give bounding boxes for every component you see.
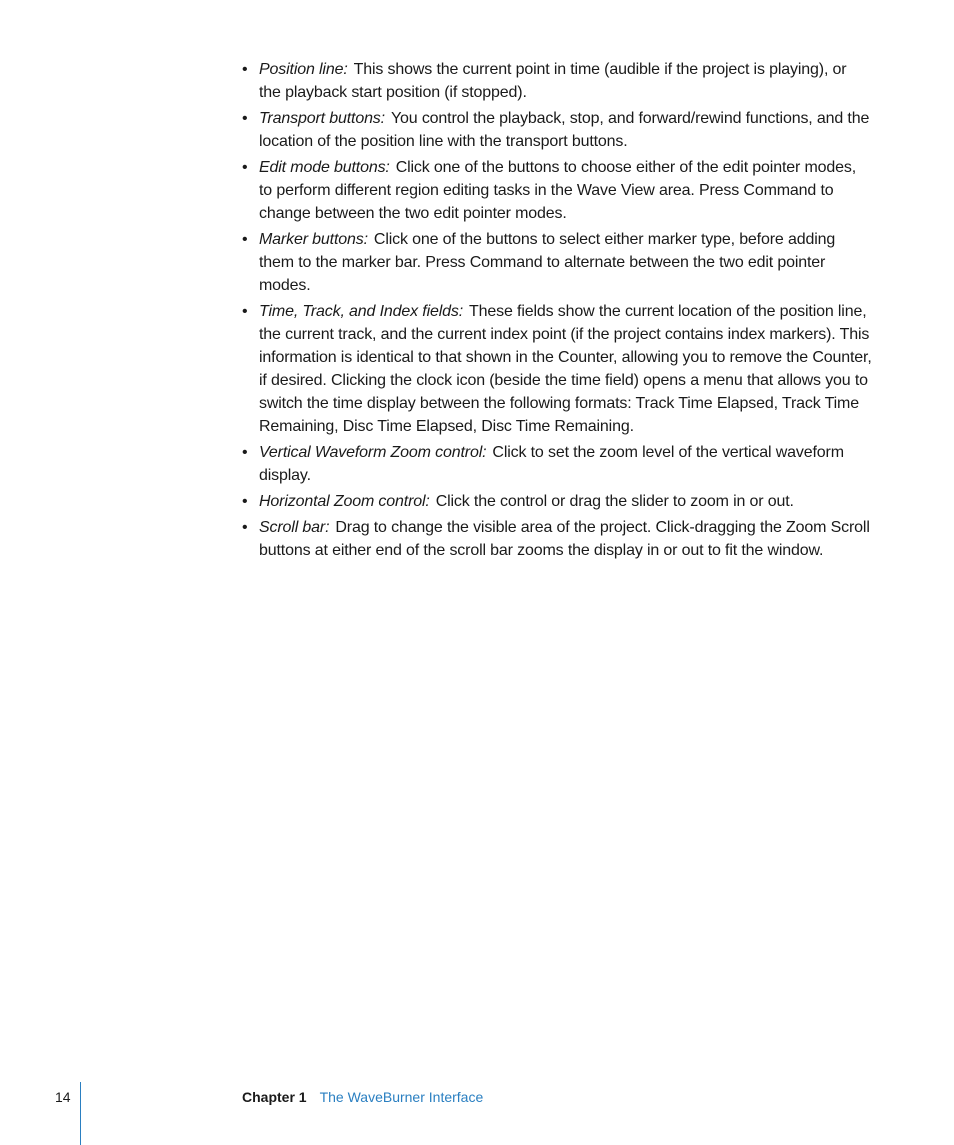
bullet-icon: • [242,159,248,176]
item-description: You control the playback, stop, and forward/rewind functions, and the location of the position line with the transport buttons. [259,110,870,150]
list-item [240,156,872,225]
item-term: Edit mode buttons: [259,159,390,176]
bullet-icon: • [242,231,248,248]
list-item [240,441,872,487]
feature-bullet-list [240,58,872,565]
bullet-icon: • [242,519,248,536]
item-term: Time, Track, and Index fields: [259,303,464,320]
item-description: This shows the current point in time (audible if the project is playing), or the playback start position (if stopped). [259,61,847,101]
item-term: Horizontal Zoom control: [259,493,430,510]
footer-chapter [242,1088,483,1106]
footer-divider [80,1082,81,1145]
item-description: Drag to change the visible area of the project. Click-dragging the Zoom Scroll buttons at either end of the scroll bar zooms the display in or out to fit the window. [259,519,870,559]
page-number: 14 [55,1089,71,1105]
bullet-icon: • [242,61,248,78]
item-term: Vertical Waveform Zoom control: [259,444,487,461]
item-term: Transport buttons: [259,110,385,127]
list-item [240,58,872,104]
item-description: Click one of the buttons to select either marker type, before adding them to the marker bar. Press Command to alternate between the two edit pointer modes. [259,231,836,294]
list-item [240,228,872,297]
list-item [240,516,872,562]
item-description: These fields show the current location of the position line, the current track, and the current index point (if the project contains index markers). This information is identical to that shown in the Counter, allowing you to remove the Counter, if desired. Clicking the clock icon (beside the time field) opens a menu that allows you to switch the time display between the following formats: Track Time Elapsed, Track Time Remaining, Disc Time Elapsed, Disc Time Remaining. [259,303,872,435]
item-description: Click to set the zoom level of the vertical waveform display. [259,444,844,484]
bullet-icon: • [242,444,248,461]
item-term: Marker buttons: [259,231,368,248]
item-term: Position line: [259,61,348,78]
item-description: Click the control or drag the slider to zoom in or out. [435,493,794,510]
list-item [240,490,872,513]
list-item [240,300,872,438]
item-term: Scroll bar: [259,519,330,536]
chapter-title-link[interactable]: The WaveBurner Interface [319,1089,484,1105]
bullet-icon: • [242,110,248,127]
bullet-icon: • [242,493,248,510]
bullet-icon: • [242,303,248,320]
chapter-label: Chapter 1 [242,1089,307,1105]
list-item [240,107,872,153]
item-description: Click one of the buttons to choose either of the edit pointer modes, to perform different region editing tasks in the Wave View area. Press Command to change between the two edit pointer modes. [259,159,857,222]
